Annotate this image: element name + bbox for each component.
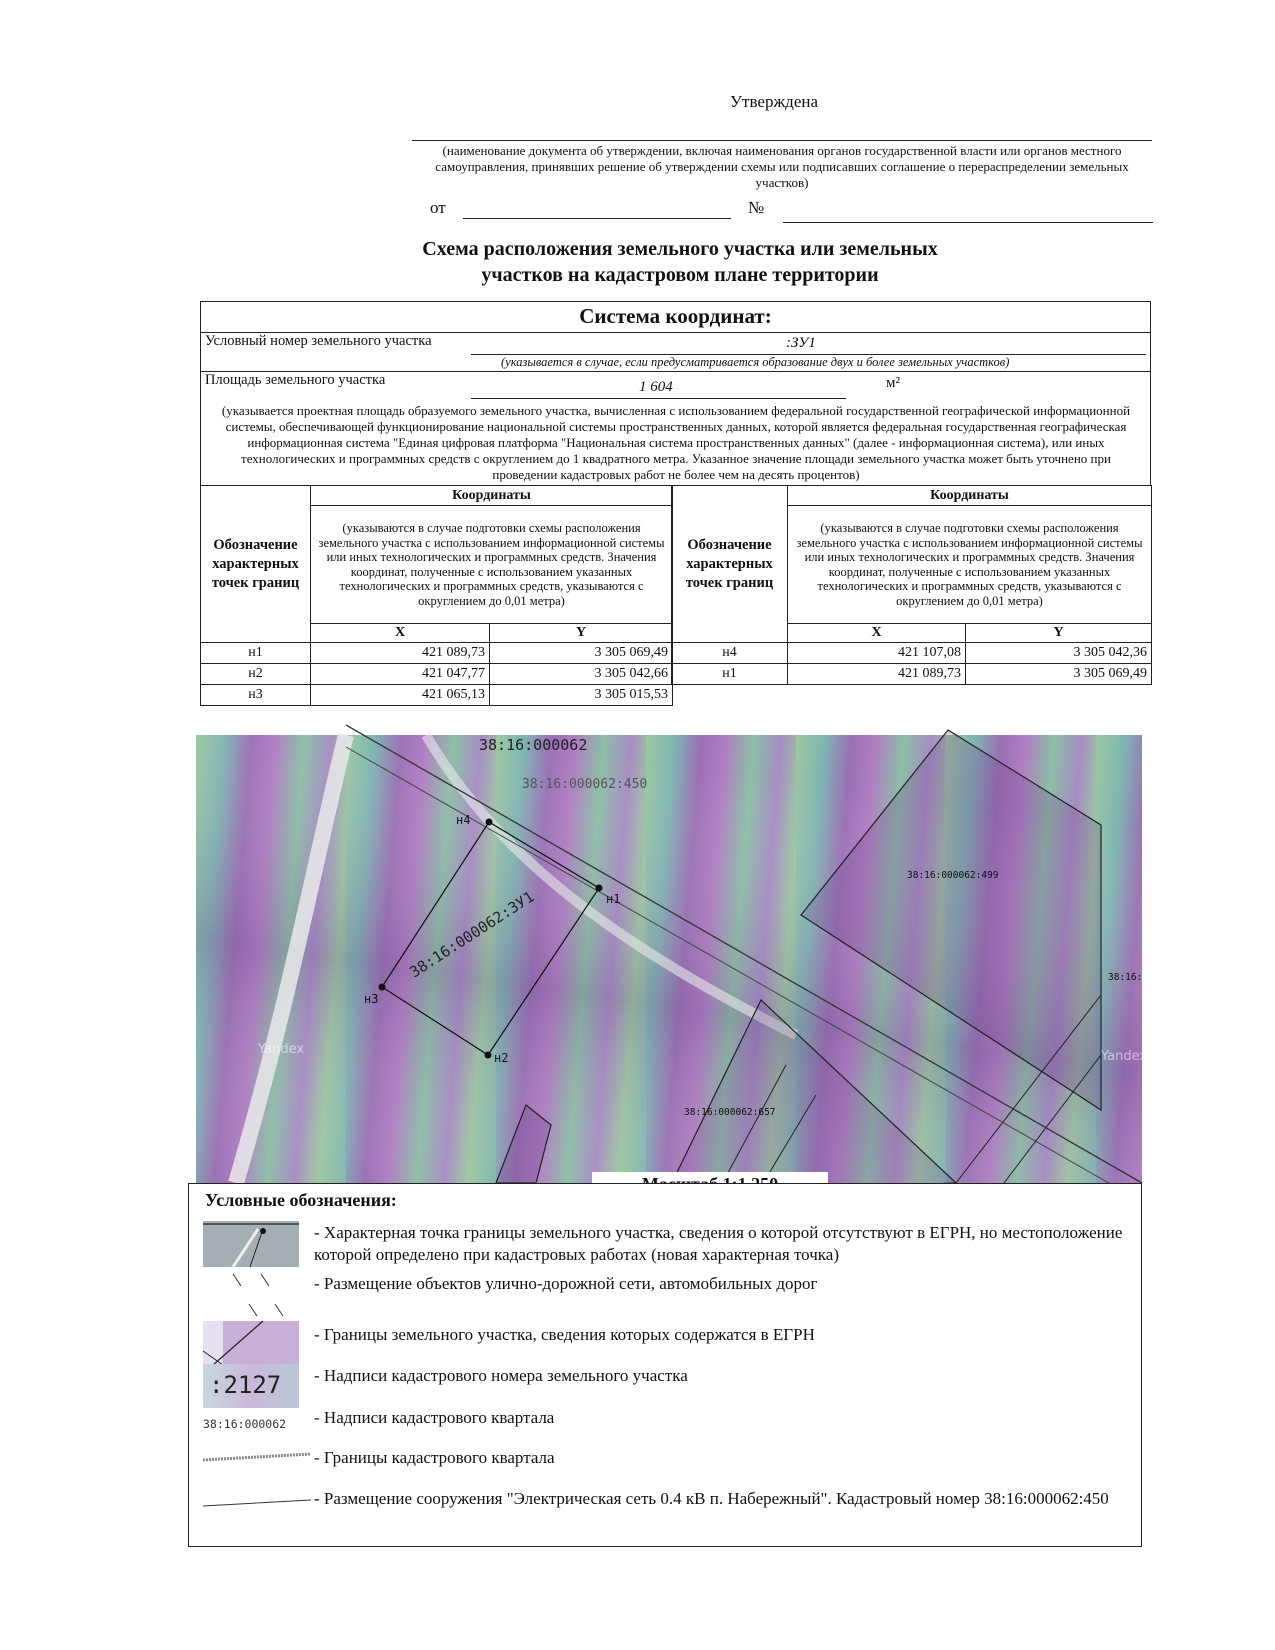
legend-item-plot-number: - Надписи кадастрового номера земельного участка — [314, 1366, 688, 1385]
legend — [188, 1183, 1142, 1547]
area-underline — [471, 398, 846, 399]
parcel-label-499: 38:16:000062:499 — [907, 870, 999, 881]
plot-number-value: :ЗУ1 — [786, 335, 816, 351]
power-line-label: 38:16:000062:450 — [522, 777, 648, 792]
number-label: № — [748, 198, 765, 217]
x-value: 421 089,73 — [311, 643, 490, 664]
number-line — [783, 222, 1153, 223]
table-row — [672, 643, 1152, 664]
title-line-2: участков на кадастровом плане территории — [481, 264, 879, 286]
point-name: н1 — [201, 643, 311, 664]
y-value: 3 305 069,49 — [490, 643, 673, 664]
y-value: 3 305 042,66 — [490, 664, 673, 685]
coordinate-system-title: Система координат: — [579, 304, 772, 328]
area-label: Площадь земельного участка — [205, 372, 386, 388]
coordinates-header: Координаты — [788, 486, 1152, 506]
point-n3-marker — [379, 984, 386, 991]
coordinate-system-box — [200, 301, 1151, 486]
legend-item-egrn-boundary: - Границы земельного участка, сведения которых содержатся в ЕГРН — [314, 1325, 815, 1344]
area-note: (указывается проектная площадь образуемого земельного участка, вычисленная с использованием федеральной государственной географической информационной системы, обеспечивающей функционирование национальной системы пространственных данных, которой является федеральная государственная географическая информационная система "Единая цифровая платформа "Национальная система пространственных данных" (далее - информационная система), или иных технологических и программных средств с округлением до 1 квадратного метра. Указанное значение площади земельного участка может быть уточнено при проведении кадастровых работ не более чем на десять процентов) — [221, 403, 1131, 482]
x-header: X — [788, 624, 966, 643]
table-row — [201, 685, 673, 706]
watermark: Yandex — [258, 1042, 305, 1057]
egrn-boundary-symbol — [203, 1321, 299, 1365]
quarter-label-symbol: 38:16:000062 — [203, 1417, 287, 1431]
quarter-boundary-symbol — [203, 1448, 313, 1464]
coordinates-note: (указываются в случае подготовки схемы расположения земельного участка с использованием информационной системы или иных технологических и программных средств. Значения координат, полученные с использованием указанных технологических и программных средств, указываются с округлением до 0,01 метра) — [311, 506, 673, 624]
plot-number-symbol — [203, 1364, 299, 1408]
date-label: от — [430, 198, 446, 217]
legend-item-quarter-boundary: - Границы кадастрового квартала — [314, 1448, 555, 1467]
point-n1-marker — [596, 885, 603, 892]
point-name: н4 — [672, 643, 788, 664]
legend-item-roads: - Размещение объектов улично-дорожной сети, автомобильных дорог — [314, 1274, 818, 1293]
legend-item-new-point: - Характерная точка границы земельного участка, сведения о которой отсутствуют в ЕГРН, но местоположение которой определено при кадастровых работах (новая характерная точка) — [314, 1223, 1123, 1264]
table-row — [201, 643, 673, 664]
power-line-symbol — [203, 1496, 313, 1510]
coordinates-table-right — [671, 485, 1152, 685]
road-symbol — [203, 1272, 299, 1318]
point-label: н4 — [456, 813, 471, 827]
y-value: 3 305 015,53 — [490, 685, 673, 706]
point-n4-marker — [486, 819, 493, 826]
point-header: Обозначение характерных точек границ — [201, 486, 311, 643]
y-header: Y — [490, 624, 673, 643]
y-value: 3 305 042,36 — [966, 643, 1152, 664]
x-value: 421 107,08 — [788, 643, 966, 664]
approval-note: (наименование документа об утверждении, включая наименования органов государственной власти или органов местного самоуправления, принявших решение об утверждении схемы или подписавших соглашение о перераспределении земельных участков) — [435, 143, 1129, 190]
coordinates-table-left — [200, 485, 673, 706]
map-canvas — [196, 735, 1148, 1183]
title-line-1: Схема расположения земельного участка или земельных — [422, 238, 938, 260]
date-line — [463, 218, 731, 219]
y-value: 3 305 069,49 — [966, 664, 1152, 685]
x-value: 421 089,73 — [788, 664, 966, 685]
plot-number-note: (указывается в случае, если предусматривается образование двух и более земельных участков) — [501, 355, 1010, 369]
cadastral-map — [196, 735, 1148, 1183]
document-title — [280, 236, 1080, 288]
new-point-symbol — [203, 1221, 299, 1267]
plot-label: 38:16:000062:ЗУ1 — [406, 887, 538, 982]
table-row — [672, 664, 1152, 685]
watermark: Yandex — [1101, 1049, 1148, 1064]
x-value: 421 065,13 — [311, 685, 490, 706]
x-value: 421 047,77 — [311, 664, 490, 685]
point-label: н1 — [606, 892, 621, 906]
table-row — [201, 664, 673, 685]
coordinates-note: (указываются в случае подготовки схемы расположения земельного участка с использованием информационной системы или иных технологических и программных средств. Значения координат, полученные с использованием указанных технологических и программных средств, указываются с округлением до 0,01 метра) — [788, 506, 1152, 624]
point-name: н1 — [672, 664, 788, 685]
x-header: X — [311, 624, 490, 643]
y-header: Y — [966, 624, 1152, 643]
point-name: н2 — [201, 664, 311, 685]
legend-item-quarter-label: - Надписи кадастрового квартала — [314, 1408, 555, 1427]
point-header: Обозначение характерных точек границ — [672, 486, 788, 643]
point-name: н3 — [201, 685, 311, 706]
approval-document-line — [412, 140, 1152, 141]
point-label: н2 — [494, 1051, 509, 1065]
parcel-label-cut: 38:16: — [1108, 972, 1143, 983]
parcel-label-657: 38:16:000062:657 — [684, 1107, 776, 1118]
area-value: 1 604 — [639, 379, 673, 395]
coordinates-header: Координаты — [311, 486, 673, 506]
point-label: н3 — [364, 992, 379, 1006]
quarter-label: 38:16:000062 — [479, 736, 588, 754]
plot-number-sample: :2127 — [209, 1371, 282, 1399]
point-n2-marker — [485, 1052, 492, 1059]
area-unit: м² — [886, 375, 900, 391]
legend-title: Условные обозначения: — [205, 1190, 397, 1210]
legend-item-power-line: - Размещение сооружения "Электрическая сеть 0.4 кВ п. Набережный". Кадастровый номер 38:16:000062:450 — [314, 1489, 1109, 1508]
plot-number-label: Условный номер земельного участка — [205, 333, 432, 349]
approved-label: Утверждена — [730, 92, 819, 111]
